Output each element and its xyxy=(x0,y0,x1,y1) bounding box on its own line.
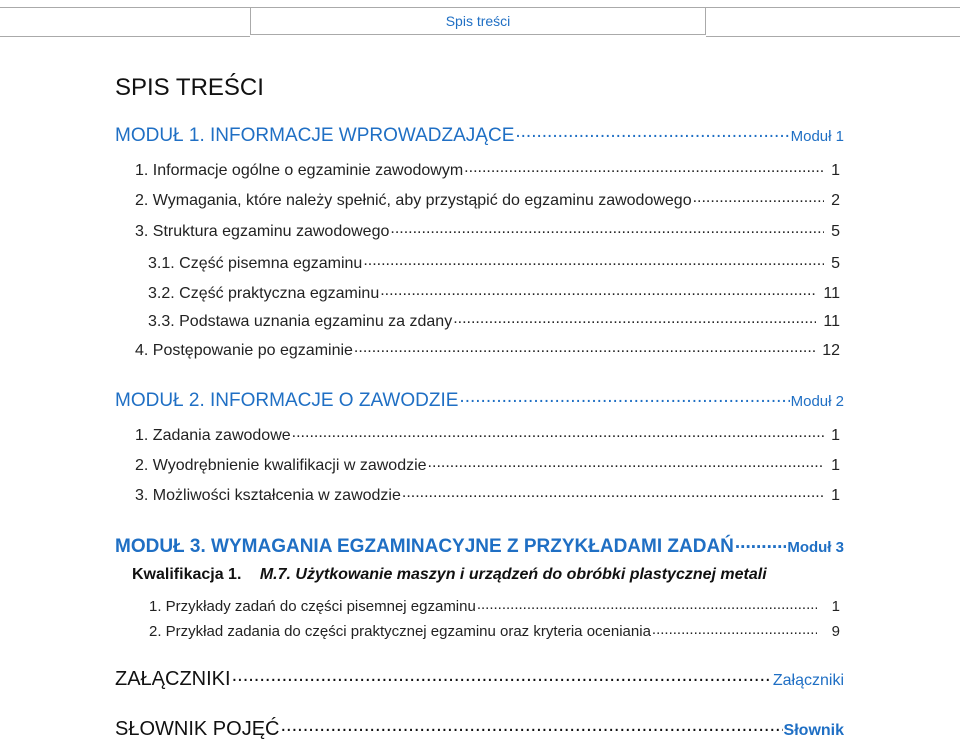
toc-glossary-page: Słownik xyxy=(783,722,844,739)
toc-module-1-label: MODUŁ 1. INFORMACJE WPROWADZAJĄCE xyxy=(115,125,515,146)
toc-item[interactable] xyxy=(135,454,840,475)
toc-item-label: 2. Wyodrębnienie kwalifikacji w zawodzie xyxy=(135,457,427,474)
qualification-prefix: Kwalifikacja 1. xyxy=(132,566,242,583)
toc-item-page: 9 xyxy=(831,623,840,640)
toc-leader xyxy=(464,159,824,175)
header-rule-left xyxy=(0,7,250,37)
toc-item-page: 1 xyxy=(831,598,840,615)
toc-leader xyxy=(652,621,817,636)
toc-leader xyxy=(459,387,789,406)
toc-module-1-page: Moduł 1 xyxy=(790,128,844,145)
toc-item[interactable] xyxy=(149,596,840,615)
toc-item-label: 4. Postępowanie po egzaminie xyxy=(135,342,353,359)
toc-leader xyxy=(354,339,815,355)
toc-item-label: 3.3. Podstawa uznania egzaminu za zdany xyxy=(148,313,453,330)
toc-qualification[interactable] xyxy=(132,566,767,584)
toc-item[interactable] xyxy=(148,252,840,273)
toc-leader xyxy=(280,715,782,735)
toc-appendix[interactable] xyxy=(115,665,844,691)
toc-item-label: 3.2. Część praktyczna egzaminu xyxy=(148,285,380,302)
toc-item-page: 1 xyxy=(831,427,840,444)
toc-item-page: 5 xyxy=(831,255,840,272)
toc-leader xyxy=(232,665,772,685)
toc-item-label: 3.1. Część pisemna egzaminu xyxy=(148,255,363,272)
toc-module-3-page: Moduł 3 xyxy=(787,539,844,556)
toc-leader xyxy=(453,310,816,326)
toc-leader xyxy=(390,220,824,236)
toc-item-label: 1. Przykłady zadań do części pisemnej egzaminu xyxy=(149,598,476,615)
toc-item-page: 11 xyxy=(823,285,840,302)
toc-leader xyxy=(515,122,789,141)
page-title: SPIS TREŚCI xyxy=(115,74,264,101)
toc-module-2-label: MODUŁ 2. INFORMACJE O ZAWODZIE xyxy=(115,390,459,411)
header-rule-right xyxy=(706,7,960,37)
toc-leader xyxy=(363,252,824,268)
toc-leader xyxy=(380,282,816,298)
toc-leader xyxy=(693,189,825,205)
toc-item[interactable] xyxy=(148,310,840,331)
toc-item-page: 1 xyxy=(831,457,840,474)
toc-item-page: 2 xyxy=(831,192,840,209)
toc-item-page: 12 xyxy=(822,342,840,359)
toc-item-label: 2. Wymagania, które należy spełnić, aby przystąpić do egzaminu zawodowego xyxy=(135,192,692,209)
toc-item-label: 3. Możliwości kształcenia w zawodzie xyxy=(135,487,401,504)
toc-item[interactable] xyxy=(135,189,840,210)
toc-module-1[interactable] xyxy=(115,122,844,147)
toc-module-3-label: MODUŁ 3. WYMAGANIA EGZAMINACYJNE Z PRZYKŁADAMI ZADAŃ xyxy=(115,536,734,557)
toc-leader xyxy=(735,533,786,552)
toc-item-page: 1 xyxy=(831,162,840,179)
toc-item[interactable] xyxy=(149,621,840,640)
toc-item-page: 1 xyxy=(831,487,840,504)
header-title: Spis treści xyxy=(445,13,511,29)
toc-item[interactable] xyxy=(148,282,840,303)
qualification-name: Użytkowanie maszyn i urządzeń do obróbki plastycznej metali xyxy=(295,566,767,583)
toc-item-page: 11 xyxy=(823,313,840,330)
toc-item-label: 2. Przykład zadania do części praktycznej egzaminu oraz kryteria oceniania xyxy=(149,623,651,640)
toc-item-label: 1. Informacje ogólne o egzaminie zawodowym xyxy=(135,162,464,179)
toc-appendix-page: Załączniki xyxy=(772,672,844,689)
toc-leader xyxy=(477,596,817,611)
toc-module-2[interactable] xyxy=(115,387,844,412)
toc-item[interactable] xyxy=(135,159,840,180)
toc-module-2-page: Moduł 2 xyxy=(790,393,844,410)
toc-leader xyxy=(402,484,824,500)
toc-item[interactable] xyxy=(135,220,840,241)
toc-leader xyxy=(292,424,824,440)
toc-item[interactable] xyxy=(135,484,840,505)
toc-item[interactable] xyxy=(135,339,840,360)
toc-glossary-label: SŁOWNIK POJĘĆ xyxy=(115,718,280,740)
toc-glossary[interactable] xyxy=(115,715,844,741)
toc-item-label: 1. Zadania zawodowe xyxy=(135,427,291,444)
qualification-code: M.7. xyxy=(259,566,291,583)
toc-item-page: 5 xyxy=(831,223,840,240)
toc-module-3[interactable] xyxy=(115,533,844,558)
toc-item[interactable] xyxy=(135,424,840,445)
toc-appendix-label: ZAŁĄCZNIKI xyxy=(115,668,231,690)
toc-item-label: 3. Struktura egzaminu zawodowego xyxy=(135,223,390,240)
toc-leader xyxy=(428,454,825,470)
